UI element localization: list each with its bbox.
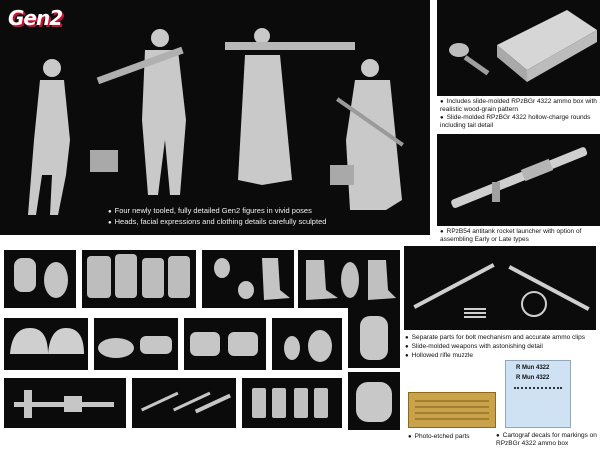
photo-etch-caption: ● Photo-etched parts [408,433,470,441]
rifle-bullet-1: ● Separate parts for bolt mechanism and accurate ammo clips [405,334,585,342]
ammo-bullet-2: ● Slide-molded RPzBGr 4322 hollow-charge rounds including tail detail [440,114,598,130]
torso-parts-panel [82,250,196,308]
launcher-bullet-1: ● RPzB54 antitank rocket launcher with option of assembling Early or Late types [440,228,598,244]
ammo-box-panel [437,0,600,96]
bayonets-panel [132,378,236,428]
main-figures-panel [0,0,430,235]
heads-panel [4,250,76,308]
mg-parts-panel [4,378,126,428]
rifle-panel [404,246,596,330]
decal-line-1: R Mun 4322 [516,365,550,371]
photo-etch-fret [408,392,496,428]
launcher-illustration [437,134,600,226]
main-bullet-2: ● Heads, facial expressions and clothing details carefully sculpted [108,217,326,228]
main-bullet-1: ● Four newly tooled, fully detailed Gen2 figures in vivid poses [108,206,312,217]
rifle-bullet-2: ● Slide-molded weapons with astonishing detail [405,343,543,351]
pouches-panel [184,318,266,370]
caps-panel [94,318,178,370]
rifle-illustration [404,246,596,330]
decal-caption: ● Cartograf decals for markings on RPzBGr 4322 ammo box [496,432,598,448]
hands-boots-panel [202,250,294,308]
figures-illustration [0,0,430,235]
ammo-box-illustration [437,0,600,96]
boots-panel [298,250,400,308]
mess-tin-panel [348,372,400,430]
grenades-panel [272,318,342,370]
gen2-logo: Gen2 [8,6,63,30]
launcher-panel [437,134,600,226]
canteen-panel [348,306,400,368]
ammo-bullet-1: ● Includes slide-molded RPzBGr 4322 ammo box with realistic wood-grain pattern [440,98,598,114]
decal-line-2: R Mun 4322 [516,375,550,381]
rifle-bullet-3: ● Hollowed rifle muzzle [405,352,473,360]
decal-sheet [505,360,571,428]
helmets-panel [4,318,88,370]
belt-parts-panel [242,378,342,428]
